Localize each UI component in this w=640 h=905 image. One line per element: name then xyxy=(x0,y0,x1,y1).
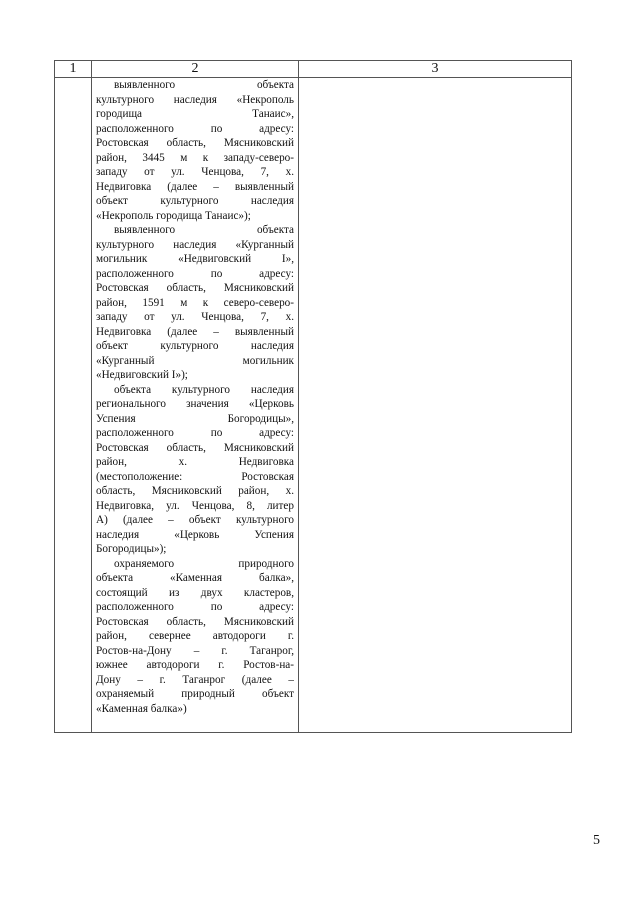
text-line: «Каменная балка») xyxy=(96,702,187,715)
text-line: Ростовская область, Мясниковский xyxy=(96,441,294,454)
text-line: Успения Богородицы», xyxy=(96,412,294,425)
text-line: охраняемый природный объект xyxy=(96,688,294,700)
text-line: Недвиговка (далее – выявленный xyxy=(96,180,294,193)
text-line: Недвиговка (далее – выявленный xyxy=(96,325,294,338)
document-table xyxy=(54,60,572,733)
text-line: южнее автодороги г. Ростов-на- xyxy=(96,659,294,671)
column-header-2: 2 xyxy=(92,61,299,78)
text-line: расположенного по адресу: xyxy=(96,122,294,135)
text-line: наследия «Церковь Успения xyxy=(96,528,294,541)
text-line: «Недвиговский I»); xyxy=(96,369,188,381)
text-line: область, Мясниковский район, х. xyxy=(96,485,294,497)
column-2-cell xyxy=(92,78,299,733)
text-line: Ростовская область, Мясниковский xyxy=(96,137,294,149)
text-line: (местоположение: Ростовская xyxy=(96,470,294,483)
text-line: западу от ул. Ченцова, 7, х. xyxy=(96,311,294,323)
text-line: охраняемого природного xyxy=(114,557,294,570)
text-line: городища Танаис», xyxy=(96,108,294,120)
table-header-row xyxy=(55,61,572,78)
text-line: состоящий из двух кластеров, xyxy=(96,586,294,599)
text-line: регионального значения «Церковь xyxy=(96,398,294,410)
text-line: культурного наследия «Некрополь xyxy=(96,93,294,106)
text-line: «Некрополь городища Танаис»); xyxy=(96,209,251,222)
text-line: объект культурного наследия xyxy=(96,195,294,207)
text-line: объекта культурного наследия xyxy=(114,383,294,396)
text-line: культурного наследия «Курганный xyxy=(96,238,294,251)
column-header-3: 3 xyxy=(299,61,572,78)
text-line: выявленного объекта xyxy=(114,79,294,91)
table-row xyxy=(55,78,572,733)
column-3-cell xyxy=(299,78,572,733)
column-1-cell xyxy=(55,78,92,733)
text-line: объекта «Каменная балка», xyxy=(96,572,294,584)
text-line: Ростовская область, Мясниковский xyxy=(96,615,294,628)
page-number: 5 xyxy=(593,833,600,848)
column-header-1: 1 xyxy=(55,61,92,78)
text-line: Ростов-на-Дону – г. Таганрог, xyxy=(96,644,294,657)
text-line: могильник «Недвиговский I», xyxy=(96,253,294,265)
text-line: район, 3445 м к западу-северо- xyxy=(96,151,294,164)
text-line: Ростовская область, Мясниковский xyxy=(96,282,294,294)
text-line: выявленного объекта xyxy=(114,224,294,236)
text-line: расположенного по адресу: xyxy=(96,267,294,280)
text-line: западу от ул. Ченцова, 7, х. xyxy=(96,166,294,178)
text-line: «Курганный могильник xyxy=(96,354,294,367)
column-2-text-block xyxy=(92,78,298,732)
text-line: Богородицы»); xyxy=(96,543,167,555)
text-line: расположенного по адресу: xyxy=(96,427,294,439)
text-line: расположенного по адресу: xyxy=(96,601,294,613)
text-line: Дону – г. Таганрог (далее – xyxy=(96,673,294,686)
text-line: объект культурного наследия xyxy=(96,340,294,352)
text-line: А) (далее – объект культурного xyxy=(96,514,294,526)
text-line: район, 1591 м к северо-северо- xyxy=(96,296,294,309)
text-line: район, х. Недвиговка xyxy=(96,456,294,468)
text-line: Недвиговка, ул. Ченцова, 8, литер xyxy=(96,499,294,512)
text-line: район, севернее автодороги г. xyxy=(96,630,294,642)
